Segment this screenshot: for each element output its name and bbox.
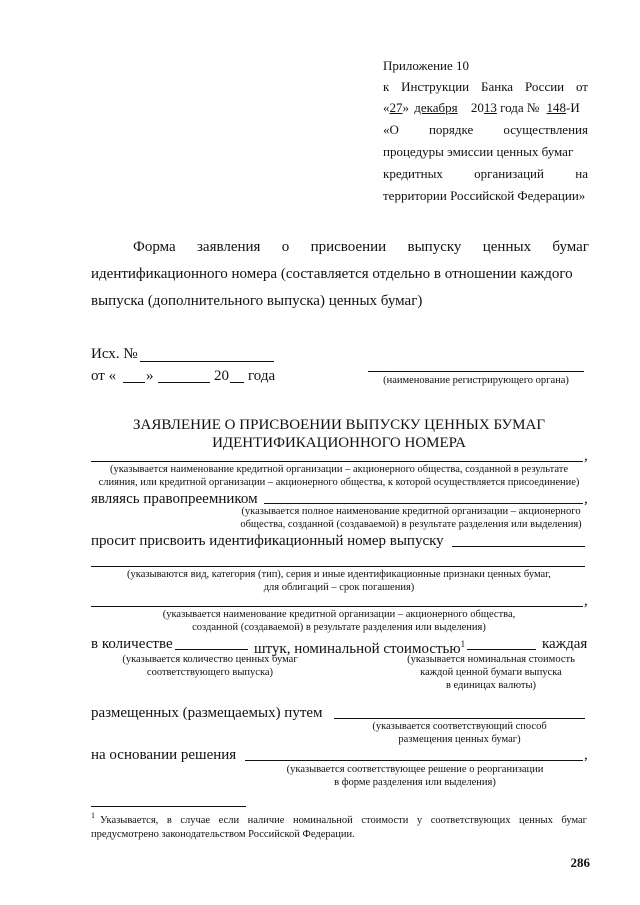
nominal-caption-3: в единицах валюты): [445, 680, 537, 691]
footnote-ref: 1: [460, 639, 466, 649]
footnote-mark: 1: [91, 811, 95, 820]
decision-caption-1: (указывается соответствующее решение о реорганизации: [286, 764, 544, 775]
intro-word: Форма: [133, 239, 176, 255]
intro-word: заявления: [196, 239, 261, 255]
issue-caption-2: для облигаций – срок погашения): [263, 582, 415, 593]
nominal-text: штук, номинальной стоимостью: [254, 641, 461, 657]
comma: ,: [584, 491, 588, 507]
successor-caption-1: (указывается полное наименование кредитной организации – акционерного: [241, 506, 581, 517]
footnote-line-2: предусмотрено законодательством Российской Федерации.: [91, 829, 355, 840]
appendix-l5-a: кредитных: [383, 166, 443, 181]
date-label-b: »: [146, 368, 154, 384]
intro-word: бумаг: [552, 239, 589, 255]
quantity-field[interactable]: [175, 649, 248, 650]
document-title-line-2: ИДЕНТИФИКАЦИОННОГО НОМЕРА: [212, 435, 466, 451]
footnote-line-1: Указывается, в случае если наличие номинальной стоимости у соответствующих ценных бумаг: [100, 815, 587, 826]
organ-field[interactable]: [368, 371, 584, 372]
each-label: каждая: [542, 636, 588, 652]
quote-close: »: [402, 100, 409, 115]
date-day-field[interactable]: [123, 382, 145, 383]
decision-caption-2: в форме разделения или выделения): [334, 777, 496, 788]
appendix-line-6: территории Российской Федерации»: [383, 188, 586, 203]
quantity-caption-1: (указывается количество ценных бумаг: [122, 654, 298, 665]
ref-label: Исх. №: [91, 346, 138, 362]
intro-word: о: [281, 239, 290, 255]
decision-field[interactable]: [245, 760, 583, 761]
intro-word: ценных: [482, 239, 532, 255]
placement-caption-1: (указывается соответствующий способ: [372, 721, 547, 732]
nominal-caption-1: (указывается номинальная стоимость: [407, 654, 575, 665]
comma: ,: [584, 593, 588, 609]
appendix-l1-c: Банка: [481, 79, 514, 94]
org-name-field[interactable]: [91, 461, 583, 462]
successor-label: являясь правопреемником: [91, 491, 258, 507]
quantity-label: в количестве: [91, 636, 173, 652]
org-name-caption-2: слияния, или кредитной организации – акционерного общества, к которой осуществляется присоединение): [98, 477, 580, 488]
appendix-line-5: [383, 166, 588, 182]
date-day: 27: [389, 100, 403, 115]
appendix-l3-b: порядке: [428, 122, 474, 137]
intro-word: присвоении: [310, 239, 387, 255]
quantity-caption-2: соответствующего выпуска): [146, 667, 274, 678]
appendix-date-line: [383, 100, 580, 116]
comma: ,: [584, 747, 588, 763]
date-month-field[interactable]: [158, 382, 210, 383]
appendix-title: Приложение 10: [383, 58, 470, 73]
date-year-field[interactable]: [230, 382, 244, 383]
appendix-l1-d: России: [524, 79, 565, 94]
issue-caption-1: (указываются вид, категория (тип), серия и иные идентификационные признаки ценных бумаг,: [127, 569, 551, 580]
ref-number-field[interactable]: [140, 361, 274, 362]
date-month: декабря: [414, 100, 458, 115]
date-number-suffix: -И: [566, 100, 580, 115]
footnote-separator: [91, 806, 246, 807]
nominal-value-field[interactable]: [467, 649, 536, 650]
placement-label: размещенных (размещаемых) путем: [91, 705, 323, 721]
date-year: 13: [483, 100, 497, 115]
org-name-caption-1: (указывается наименование кредитной организации – акционерного общества, созданной в результате: [109, 464, 569, 475]
date-year-prefix: 20: [470, 100, 484, 115]
organ-caption: (наименование регистрирующего органа): [383, 375, 569, 386]
appendix-l1-e: от: [575, 79, 588, 94]
appendix-l3-a: «О: [383, 122, 399, 137]
issue-field[interactable]: [452, 546, 585, 547]
appendix-l1-a: к: [383, 79, 390, 94]
document-title-line-1: ЗАЯВЛЕНИЕ О ПРИСВОЕНИИ ВЫПУСКУ ЦЕННЫХ БУМАГ: [132, 417, 546, 433]
basis-label: на основании решения: [91, 747, 237, 763]
intro-line-2: идентификационного номера (составляется отдельно в отношении каждого: [91, 266, 573, 282]
appendix-line-3: [383, 122, 588, 138]
placement-caption-2: размещения ценных бумаг): [398, 734, 521, 745]
successor-field[interactable]: [264, 503, 583, 504]
appendix-l1-b: Инструкции: [401, 79, 470, 94]
comma: ,: [584, 448, 588, 464]
request-label: просит присвоить идентификационный номер выпуску: [91, 533, 444, 549]
date-label-a: от «: [91, 368, 117, 384]
date-number: 148: [546, 100, 567, 115]
date-label-c: 20: [214, 368, 229, 384]
nominal-caption-2: каждой ценной бумаги выпуска: [420, 667, 562, 678]
org-name-2-caption-1: (указывается наименование кредитной организации – акционерного общества,: [162, 609, 516, 620]
org-name-2-caption-2: созданной (создаваемой) в результате разделения или выделения): [192, 622, 486, 633]
date-number-label: года №: [500, 100, 540, 115]
appendix-line-4: процедуры эмиссии ценных бумаг: [383, 144, 574, 159]
appendix-line-1: [383, 79, 588, 95]
page-number: 286: [570, 855, 590, 870]
appendix-l5-c: на: [575, 166, 588, 181]
intro-line-3: выпуска (дополнительного выпуска) ценных бумаг): [91, 293, 423, 309]
appendix-l5-b: организаций: [474, 166, 544, 181]
placement-method-field[interactable]: [334, 718, 585, 719]
intro-word: выпуску: [407, 239, 462, 255]
quote-open: «: [383, 100, 390, 115]
successor-caption-2: общества, созданной (создаваемой) в результате разделения или выделения): [240, 519, 582, 530]
appendix-l3-c: осуществления: [503, 122, 588, 137]
intro-line-1: [133, 238, 589, 256]
org-name-field-2[interactable]: [91, 606, 583, 607]
date-label-d: года: [248, 368, 276, 384]
issue-details-field[interactable]: [91, 566, 585, 567]
